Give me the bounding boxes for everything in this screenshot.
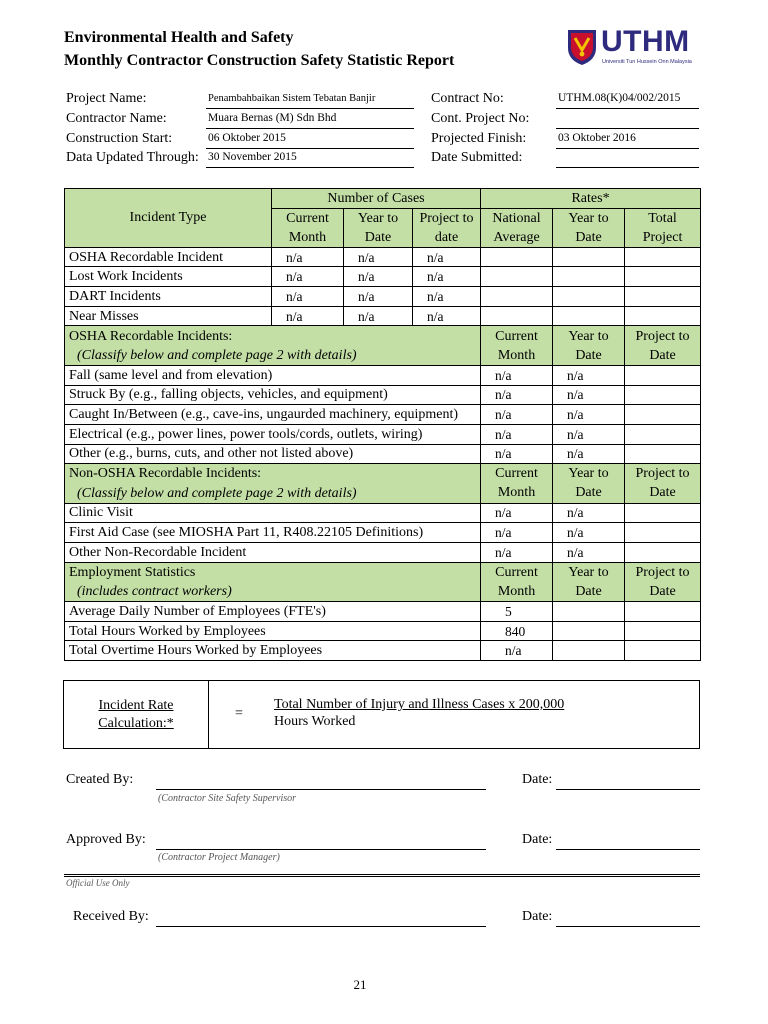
cell-empty	[625, 267, 701, 287]
cell-value: n/a	[481, 641, 553, 661]
cell-value: n/a	[272, 287, 344, 307]
cell-value: n/a	[553, 444, 625, 464]
cell-value: n/a	[272, 306, 344, 326]
cell-value: 840	[481, 621, 553, 641]
row-label: Struck By (e.g., falling objects, vehicles, and equipment)	[65, 385, 481, 405]
table-row	[65, 287, 701, 307]
cell-value: n/a	[481, 365, 553, 385]
cell-empty	[553, 602, 625, 622]
non-osha-project-to-date-header: Project to Date	[625, 464, 701, 503]
table-row	[65, 385, 701, 405]
projected-finish-label: Projected Finish:	[431, 131, 527, 146]
equals-sign: =	[235, 706, 243, 721]
table-row	[65, 523, 701, 543]
data-updated-label: Data Updated Through:	[66, 150, 199, 165]
row-label: Average Daily Number of Employees (FTE's)	[65, 602, 481, 622]
table-row	[65, 503, 701, 523]
cell-value: n/a	[413, 306, 481, 326]
row-label: Electrical (e.g., power lines, power tools/cords, outlets, wiring)	[65, 424, 481, 444]
cell-empty	[625, 405, 701, 425]
row-label: DART Incidents	[65, 287, 272, 307]
row-label: Total Hours Worked by Employees	[65, 621, 481, 641]
table-row	[65, 424, 701, 444]
formula-numerator: Total Number of Injury and Illness Cases x 200,000	[274, 697, 565, 712]
construction-start-label: Construction Start:	[66, 131, 173, 146]
cell-empty	[553, 287, 625, 307]
cell-value: n/a	[413, 267, 481, 287]
official-use-divider	[64, 874, 700, 877]
cell-empty	[553, 267, 625, 287]
number-of-cases-header: Number of Cases	[272, 189, 481, 209]
created-date-label: Date:	[522, 772, 553, 787]
formula-divider	[208, 681, 209, 748]
cell-value: n/a	[413, 247, 481, 267]
row-label: Clinic Visit	[65, 503, 481, 523]
cell-value: n/a	[481, 444, 553, 464]
cell-value: n/a	[481, 543, 553, 563]
non-osha-year-to-date-header: Year to Date	[553, 464, 625, 503]
contract-no-label: Contract No:	[431, 91, 504, 106]
table-row	[65, 306, 701, 326]
report-title-line2: Monthly Contractor Construction Safety Statistic Report	[64, 52, 455, 69]
emp-current-month-header: Current Month	[481, 562, 553, 601]
projected-finish-value: 03 Oktober 2016	[556, 131, 699, 149]
cell-value: n/a	[553, 385, 625, 405]
incident-rate-label: Incident Rate Calculation:*	[98, 698, 174, 731]
received-by-label: Received By:	[73, 909, 149, 924]
project-name-label: Project Name:	[66, 91, 147, 106]
osha-project-to-date-header: Project to Date	[625, 326, 701, 365]
contract-no-value: UTHM.08(K)04/002/2015	[556, 91, 699, 109]
cell-empty	[553, 621, 625, 641]
safety-statistics-table	[64, 188, 701, 661]
cell-empty	[553, 247, 625, 267]
cell-empty	[553, 641, 625, 661]
cell-empty	[625, 621, 701, 641]
construction-start-value: 06 Oktober 2015	[206, 131, 414, 149]
project-name-value: Penambahbaikan Sistem Tebatan Banjir	[206, 91, 414, 109]
cell-empty	[481, 287, 553, 307]
cell-empty	[625, 602, 701, 622]
logo-subtitle: Universiti Tun Hussein Onn Malaysia	[602, 59, 692, 65]
cell-value: n/a	[481, 424, 553, 444]
contractor-name-label: Contractor Name:	[66, 111, 167, 126]
report-title-line1: Environmental Health and Safety	[64, 29, 294, 46]
table-row	[65, 602, 701, 622]
cell-value: n/a	[272, 267, 344, 287]
received-date-label: Date:	[522, 909, 553, 924]
row-label: OSHA Recordable Incident	[65, 247, 272, 267]
year-to-date-header: Year to Date	[344, 208, 413, 247]
row-label: Near Misses	[65, 306, 272, 326]
osha-section-title: OSHA Recordable Incidents:	[65, 326, 481, 346]
cell-value: n/a	[413, 287, 481, 307]
row-label: Lost Work Incidents	[65, 267, 272, 287]
non-osha-current-month-header: Current Month	[481, 464, 553, 503]
cell-value: n/a	[344, 267, 413, 287]
date-submitted-label: Date Submitted:	[431, 150, 523, 165]
received-date-line[interactable]	[556, 926, 700, 927]
cell-value: n/a	[553, 503, 625, 523]
cell-empty	[553, 306, 625, 326]
non-osha-section-subtitle: (Classify below and complete page 2 with details)	[65, 483, 481, 503]
cell-value: n/a	[553, 405, 625, 425]
current-month-header: Current Month	[272, 208, 344, 247]
row-label: Total Overtime Hours Worked by Employees	[65, 641, 481, 661]
created-by-line[interactable]	[156, 789, 486, 790]
table-row	[65, 365, 701, 385]
cell-empty	[625, 247, 701, 267]
cell-value: n/a	[481, 503, 553, 523]
employment-section-subtitle: (includes contract workers)	[65, 582, 481, 602]
cell-value: n/a	[481, 385, 553, 405]
cell-value: 5	[481, 602, 553, 622]
employment-section-title: Employment Statistics	[65, 562, 481, 582]
cell-value: n/a	[344, 247, 413, 267]
table-row	[65, 543, 701, 563]
cell-empty	[625, 287, 701, 307]
cont-project-no-value	[556, 111, 699, 129]
cell-value: n/a	[553, 543, 625, 563]
formula-denominator: Hours Worked	[274, 714, 356, 729]
row-label: Caught In/Between (e.g., cave-ins, ungaurded machinery, equipment)	[65, 405, 481, 425]
cell-value: n/a	[481, 523, 553, 543]
official-use-label: Official Use Only	[66, 878, 130, 888]
cell-value: n/a	[344, 306, 413, 326]
cell-empty	[625, 641, 701, 661]
cell-empty	[481, 306, 553, 326]
non-osha-section-title: Non-OSHA Recordable Incidents:	[65, 464, 481, 484]
cell-empty	[625, 306, 701, 326]
approved-by-label: Approved By:	[66, 832, 146, 847]
cell-empty	[625, 543, 701, 563]
cell-empty	[481, 267, 553, 287]
row-label: First Aid Case (see MIOSHA Part 11, R408.22105 Definitions)	[65, 523, 481, 543]
emp-year-to-date-header: Year to Date	[553, 562, 625, 601]
cell-value: n/a	[481, 405, 553, 425]
logo-wordmark: UTHM	[601, 25, 690, 58]
created-by-hint: (Contractor Site Safety Supervisor	[158, 793, 297, 804]
osha-section-subtitle: (Classify below and complete page 2 with details)	[65, 346, 481, 366]
uthm-logo	[566, 25, 702, 70]
cell-empty	[625, 385, 701, 405]
approved-date-line[interactable]	[556, 849, 700, 850]
cell-empty	[625, 503, 701, 523]
approved-date-label: Date:	[522, 832, 553, 847]
approved-by-line[interactable]	[156, 849, 486, 850]
osha-current-month-header: Current Month	[481, 326, 553, 365]
rates-header: Rates*	[481, 189, 701, 209]
cell-value: n/a	[553, 523, 625, 543]
cont-project-no-label: Cont. Project No:	[431, 111, 530, 126]
national-average-header: National Average	[481, 208, 553, 247]
table-row	[65, 444, 701, 464]
uthm-crest-icon	[566, 28, 598, 66]
incident-type-header: Incident Type	[65, 189, 272, 248]
row-label: Other (e.g., burns, cuts, and other not listed above)	[65, 444, 481, 464]
table-row	[65, 247, 701, 267]
project-to-date-header: Project to date	[413, 208, 481, 247]
cell-value: n/a	[344, 287, 413, 307]
table-row	[65, 405, 701, 425]
cell-empty	[625, 444, 701, 464]
cell-value: n/a	[553, 365, 625, 385]
row-label: Other Non-Recordable Incident	[65, 543, 481, 563]
total-project-header: Total Project	[625, 208, 701, 247]
emp-project-to-date-header: Project to Date	[625, 562, 701, 601]
cell-empty	[481, 247, 553, 267]
created-date-line[interactable]	[556, 789, 700, 790]
cell-empty	[625, 424, 701, 444]
table-row	[65, 641, 701, 661]
date-submitted-value	[556, 150, 699, 168]
cell-empty	[625, 523, 701, 543]
cell-value: n/a	[272, 247, 344, 267]
contractor-name-value: Muara Bernas (M) Sdn Bhd	[206, 111, 414, 129]
received-by-line[interactable]	[156, 926, 486, 927]
page-number: 21	[353, 977, 367, 992]
approved-by-hint: (Contractor Project Manager)	[158, 852, 280, 863]
row-label: Fall (same level and from elevation)	[65, 365, 481, 385]
cell-value: n/a	[553, 424, 625, 444]
cell-empty	[625, 365, 701, 385]
osha-year-to-date-header: Year to Date	[553, 326, 625, 365]
table-row	[65, 621, 701, 641]
incident-rate-formula-box	[63, 680, 700, 749]
data-updated-value: 30 November 2015	[206, 150, 414, 168]
table-row	[65, 267, 701, 287]
rate-year-to-date-header: Year to Date	[553, 208, 625, 247]
created-by-label: Created By:	[66, 772, 134, 787]
